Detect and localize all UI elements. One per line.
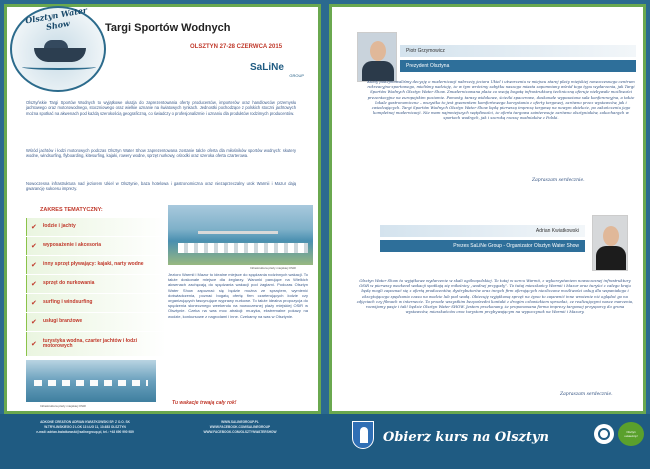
mayor-portrait	[357, 32, 397, 82]
footer-slogan: Obierz kurs na Olsztyn	[383, 430, 549, 445]
osir-logo-icon	[594, 424, 614, 444]
list-item: ✔ turystyka wodna, czarter jachtów i łodzi motorowych	[26, 332, 166, 356]
ceo-portrait	[592, 215, 628, 271]
coat-of-arms-figure	[360, 427, 368, 443]
person2-titlebar	[380, 240, 585, 252]
saline-logo-name: SaLiNe	[250, 62, 284, 73]
person1-title: Prezydent Olsztyna	[406, 63, 450, 69]
logo-text: Olsztyn Water Show	[24, 4, 88, 32]
person1-namebox	[400, 45, 636, 57]
marina-photo	[26, 360, 156, 402]
portrait-head	[603, 226, 619, 246]
facebook-event-link[interactable]: WWW.FACEBOOK.COM/OLSZTYNWATERSHOW	[203, 430, 277, 434]
olsztyn-coat-of-arms-icon	[352, 421, 374, 449]
wave-icon	[22, 64, 96, 70]
portrait-body	[596, 246, 626, 271]
boat-icon	[34, 48, 86, 62]
side-paragraph: Jezioro Warmii i Mazur to idealne miejsce do spędzania rodzinnych wakacji. To także doskonałe miejsce dla żeglarzy. Warunki panujące na Wielkich akwenach zachęcają do spędzania wakacji pod żaglami. Podczas Olsztyn Water Show zapoznać się będzie można ze sprzętem, wymienić doświadczenia, poznać bogatą ofertę firm czarterujących łodzie czy organizujących fascynujące wyprawy nurkowe. To także idealna propozycja do spędzenia słonecznego weekendu na nowoczesnej plaży miejskiej OSiR w Olsztynie. Czeka na was moc atrakcji: muzyka, ekstremalne pokazy na wodzie, konkursowe z nagrodami i inne. Czekamy na was w Olsztynie.	[168, 272, 308, 319]
olsztyn-badge-icon	[618, 422, 644, 446]
photo-caption: Infrastruktura plaży miejskiej OSiR	[40, 404, 86, 408]
event-date: OLSZTYN 27-28 CZERWCA 2015	[190, 44, 283, 50]
person2-namebox	[380, 225, 585, 237]
ceo-signoff: Zapraszam serdecznie.	[560, 392, 613, 397]
check-icon: ✔	[31, 319, 37, 326]
list-item: ✔ łodzie i jachty	[26, 218, 166, 236]
topics-heading: ZAKRES TEMATYCZNY:	[40, 207, 103, 213]
event-title: Targi Sportów Wodnych	[105, 22, 231, 34]
person2-title: Prezes SaLiNe Group - Organizator Olsztyn Water Show	[453, 243, 579, 249]
closing-slogan: Tu wakacje trwają cały rok!	[172, 400, 237, 406]
facebook-link[interactable]: WWW.FACEBOOK.COM/SALINEGROUP	[209, 425, 271, 429]
person2-name: Adrian Kwiatkowski	[535, 228, 579, 234]
check-icon: ✔	[31, 281, 37, 288]
list-item: ✔ surfing i windsurfing	[26, 294, 166, 312]
pier-shape	[198, 231, 278, 234]
photo-caption: Infrastruktura plaży miejskiej OSiR	[250, 266, 296, 270]
ceo-letter: Olsztyn Water Show to wyjątkowe wydarzenie w skali ogólnopolskiej. To tutaj w sercu Warmii, z wykorzystaniem nowoczesnej infrastruktury OSiR w pierwszy weekend wakacji spotkają się miłośnicy „wodnej przygody”. To tutaj mieszkańcy Warmii i Mazur oraz turyści z całego kraju będą mogli zapoznać się z ofertą producentów, dystrybutorów oraz innych firm oferujących niezliczone możliwości usług dla wspaniałego i ekscytującego spędzania czasu na wodzie lub pod wodą. Obiecuję wyjątkową sprzęt na żywo to zapewnić inne wrażenie niż oglądać go na zdjęciach czy filmach w internecie. To przede wszystkim bezpośredni kontakt z drogim człowiekiem sprzedaż, ze realizującymi nasze marzenia, rozwijamy pasje i tak! będzie Olsztyn Water SHOW. Jestem przekonany, że proponowana forma imprezy targowej przysporzy do grona wystawców, mieszkańców oraz turystom przybywającym na wypoczynek na Warmii i Mazury.	[356, 278, 634, 315]
beach-photo	[168, 205, 313, 265]
list-item: ✔ usługi branżowe	[26, 313, 166, 331]
offer-paragraph: Wśród jachtów i łodzi motorowych podczas Olsztyn Water Show zaprezentowana zostanie także oferta dla miłośników sportów wodnych: skutery wodne, windsurfing, flyboarding, kitesurfing, kajaki, rowery wodne, sprzęt nurkowy, ośrodki oraz szeroka oferta czarterowa.	[26, 148, 296, 159]
mayor-signoff: Zapraszam serdecznie.	[532, 178, 585, 183]
check-icon: ✔	[31, 341, 37, 348]
website-link[interactable]: WWW.SALINEGROUP.PL	[221, 420, 259, 424]
check-icon: ✔	[31, 262, 37, 269]
list-item: ✔ sprzęt do nurkowania	[26, 275, 166, 293]
footer-contact-address: ADKONE CREATION ADRIAN KWIATKOWSKI SP. Z O.O. SK W.TRYLINSKIEGO 2 LOK 13 ŁUG 11, 10-683 OLSZTYN e-mail: adrian.kwiatkowski@salinegroup.pl, tel.: +48 690 990 989	[36, 420, 134, 434]
boats-shape	[34, 380, 148, 386]
check-icon: ✔	[31, 300, 37, 307]
check-icon: ✔	[31, 243, 37, 250]
portrait-head	[370, 41, 386, 61]
list-item: ✔ wyposażenie i akcesoria	[26, 237, 166, 255]
footer-contact-web	[180, 420, 300, 435]
check-icon: ✔	[31, 224, 37, 231]
topics-list	[26, 218, 166, 357]
person1-titlebar	[400, 60, 636, 72]
saline-group-logo	[250, 62, 304, 88]
list-item: ✔ inny sprzęt pływający: kajaki, narty wodne	[26, 256, 166, 274]
mayor-letter: Kiedy podejmowaliśmy decyzję o modernizacji nabrzeży jeziora Ukiel i utworzeniu w miejscu starej plaży miejskiej nowoczesnego centrum rekreacyjno-sportowego, mieliśmy nadzieję, że w tym wrócimy zabytku naszego miasta zapomniany wśród tego typu wydarzenia, jak Targi Sportów Wodnych Olsztyn Water Show. Zmodernizowana plaża zo swoją bogatą infrastrukturą techniczną oferuje niebywałe możliwości prezentacyjne na europejskim poziomie. Pomosty, tarasy widokowe, ścieżki spacerowe, doskonałe wyposażona sala konferencyjna, a także lokale gastronomiczne – wszystko to jest gwarantem komfortowego korzystania z oferty targowej, zarówno przez wystawców, jak i zwiedzających. Targi Sportów Wodnych Olsztyn Water Show będą pierwszą imprezą targową na nowym obiekcie, po zakończeniu jego kompletnej modernizacji. Nie mam najmniejszych wątpliwości, że oferta targowa zainteresuje zarówno olsztyniaków, zakochanych w sportach wodnych, jak i szeroką rzeszę wodniaków z Polski.	[367, 79, 635, 121]
person1-name: Piotr Grzymowicz	[406, 48, 445, 54]
tents-shape	[178, 243, 308, 253]
infrastructure-paragraph: Nowoczesna infrastruktura nad jeziorem Ukiel w Olsztynie, baza hotelowa i gastronomiczna oraz niezaprzeczalny urok Warmii i Mazur dają gwarancję sukcesu imprezy.	[26, 181, 296, 192]
intro-paragraph: Olsztyńskie Targi Sportów Wodnych to wyjątkowe okazja do zaprezentowania oferty producentów, importerów oraz handlowców przemysłu jachtowego oraz motorowodnego, stoczniowego oraz wielkie uznanie na światowych rynkach. Jednostki pochodzące z polskich stoczni jachtowych można spotkać na akwenach pod każdą szerokością geograficzną, co świadczy o profesjonalizmie i uznaniu dla produktów rodzimych producentów.	[26, 100, 296, 116]
saline-logo-suffix: GROUP	[289, 73, 304, 78]
badge-text: Olsztyn ustawiony!	[624, 430, 638, 438]
